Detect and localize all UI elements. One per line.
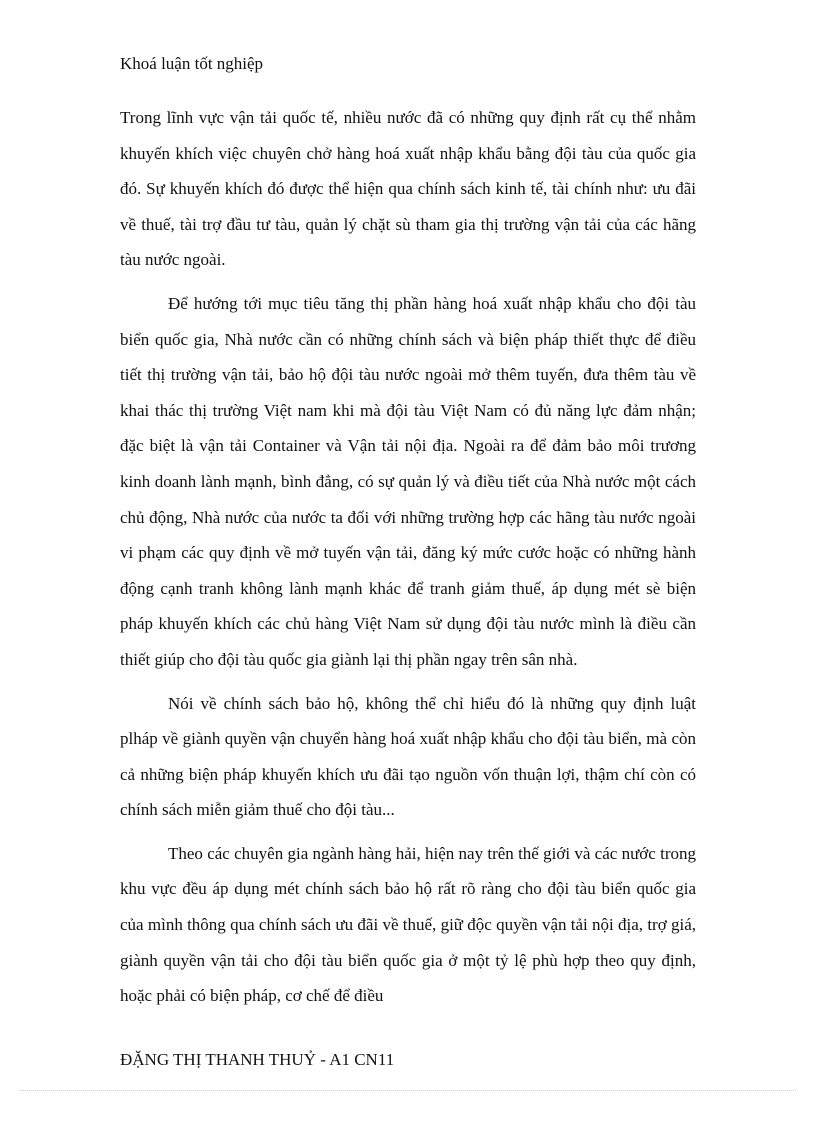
paragraph-1: Trong lĩnh vực vận tải quốc tế, nhiều nước đã có những quy định rất cụ thể nhằm khuyến khích việc chuyên chở hàng hoá xuất nhập khẩu bằng đội tàu của quốc gia đó. Sự khuyến khích đó được thể hiện qua chính sách kinh tế, tài chính như: ưu đãi về thuế, tài trợ đầu tư tàu, quản lý chặt sù tham gia thị trường vận tải của các hãng tàu nước ngoài. xyxy=(120,108,696,270)
paragraph-2: Để hướng tới mục tiêu tăng thị phần hàng hoá xuất nhập khẩu cho đội tàu biển quốc gia, Nhà nước cần có những chính sách và biện pháp thiết thực để điều tiết thị trường vận tải, bảo hộ đội tàu nước ngoài mở thêm tuyến, đưa thêm tàu về khai thác thị trường Việt nam khi mà đội tàu Việt Nam có đủ năng lực đảm nhận; đặc biệt là vận tải Container và Vận tải nội địa. Ngoài ra để đảm bảo môi trương kinh doanh lành mạnh, bình đẳng, có sự quản lý và điều tiết của Nhà nước một cách chủ động, Nhà nước của nước ta đối với những trường hợp các hãng tàu nước ngoài vi phạm các quy định về mở tuyến vận tải, đăng ký mức cước hoặc có những hành động cạnh tranh không lành mạnh khác để tranh giảm thuế, áp dụng mét sè biện pháp khuyến khích các chủ hàng Việt Nam sử dụng đội tàu nước mình là điều cần thiết giúp cho đội tàu quốc gia giành lại thị phần ngay trên sân nhà. xyxy=(120,293,696,669)
document-body xyxy=(120,100,696,1022)
page-header-title: Khoá luận tốt nghiệp xyxy=(120,54,264,73)
paragraph-3: Nói về chính sách bảo hộ, không thể chỉ hiểu đó là những quy định luật plháp về giành quyền vận chuyển hàng hoá xuất nhập khẩu cho đội tàu biển, mà còn cả những biện pháp khuyến khích ưu đãi tạo nguồn vốn thuận lợi, thậm chí còn có chính sách miễn giảm thuế cho đội tàu... xyxy=(120,693,696,820)
paragraph-4: Theo các chuyên gia ngành hàng hải, hiện nay trên thế giới và các nước trong khu vực đều áp dụng mét chính sách bảo hộ rất rõ ràng cho đội tàu biển quốc gia của mình thông qua chính sách ưu đãi về thuế, giữ độc quyền vận tải nội địa, trợ giá, giành quyền vận tải cho đội tàu biển quốc gia ở một tỷ lệ phù hợp theo quy định, hoặc phải có biện pháp, cơ chế để điều xyxy=(120,843,696,1006)
page-bottom-divider xyxy=(20,1090,796,1091)
page-footer-author: ĐẶNG THỊ THANH THUỶ - A1 CN11 xyxy=(120,1050,395,1069)
